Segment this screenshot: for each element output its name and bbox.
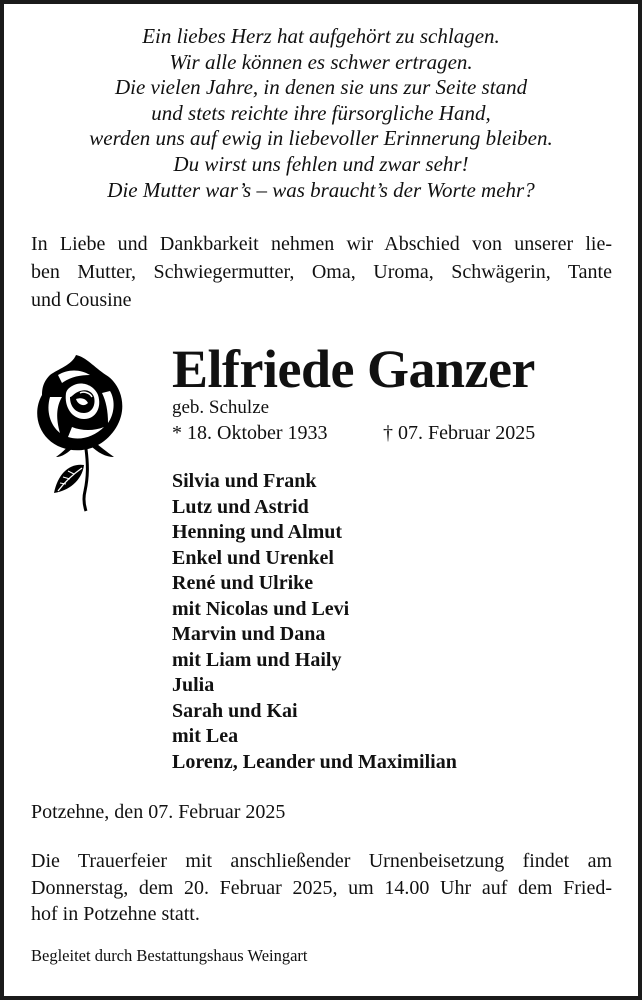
poem-line: Ein liebes Herz hat aufgehört zu schlagen. <box>142 24 500 48</box>
mourner-line: Silvia und Frank <box>172 470 317 492</box>
ceremony-line: Die Trauerfeier mit anschließender Urnenbeisetzung findet am <box>31 850 612 872</box>
intro-line: ben Mutter, Schwiegermutter, Oma, Uroma, Schwägerin, Tante <box>31 261 612 283</box>
ceremony-line: Donnerstag, dem 20. Februar 2025, um 14.00 Uhr auf dem Fried- <box>31 876 612 899</box>
mourner-line: Sarah und Kai <box>172 699 298 722</box>
mourner-line: Henning und Almut <box>172 521 343 543</box>
mourner-line: Julia <box>172 674 215 696</box>
poem-line: Wir alle können es schwer ertragen. <box>169 49 473 74</box>
rose-icon <box>28 353 128 515</box>
death-date: † 07. Februar 2025 <box>383 422 536 444</box>
deceased-name: Elfriede Ganzer <box>172 339 535 399</box>
mourner-line: Enkel und Urenkel <box>172 546 334 569</box>
poem <box>20 24 622 203</box>
poem-line: Du wirst uns fehlen und zwar sehr! <box>173 151 469 176</box>
mourner-line: René und Ulrike <box>172 572 314 594</box>
poem-line: und stets reichte ihre fürsorgliche Hand, <box>151 100 491 125</box>
mourner-line: Lutz und Astrid <box>172 495 309 518</box>
maiden-name: geb. Schulze <box>172 397 270 418</box>
mourner-line: mit Lea <box>172 725 239 747</box>
intro-line: und Cousine <box>31 289 132 311</box>
intro-line: In Liebe und Dankbarkeit nehmen wir Abschied von unserer lie- <box>31 233 612 255</box>
poem-line: werden uns auf ewig in liebevoller Erinnerung bleiben. <box>89 126 553 151</box>
intro-text <box>31 230 612 314</box>
mourners-list <box>172 469 457 775</box>
mourner-line: mit Liam und Haily <box>172 648 342 671</box>
mourner-line: Lorenz, Leander und Maximilian <box>172 750 457 773</box>
funeral-home-credit: Begleitet durch Bestattungshaus Weingart <box>31 946 308 965</box>
ceremony-line: hof in Potzehne statt. <box>31 903 200 925</box>
mourner-line: mit Nicolas und Levi <box>172 597 350 620</box>
poem-line: Die vielen Jahre, in denen sie uns zur Seite stand <box>114 75 528 100</box>
mourner-line: Marvin und Dana <box>172 623 326 645</box>
birth-date: * 18. Oktober 1933 <box>172 422 328 444</box>
poem-line: Die Mutter war’s – was braucht’s der Worte mehr? <box>107 177 535 202</box>
place-and-date: Potzehne, den 07. Februar 2025 <box>31 801 286 823</box>
life-dates <box>172 420 536 446</box>
ceremony-text <box>31 848 612 928</box>
